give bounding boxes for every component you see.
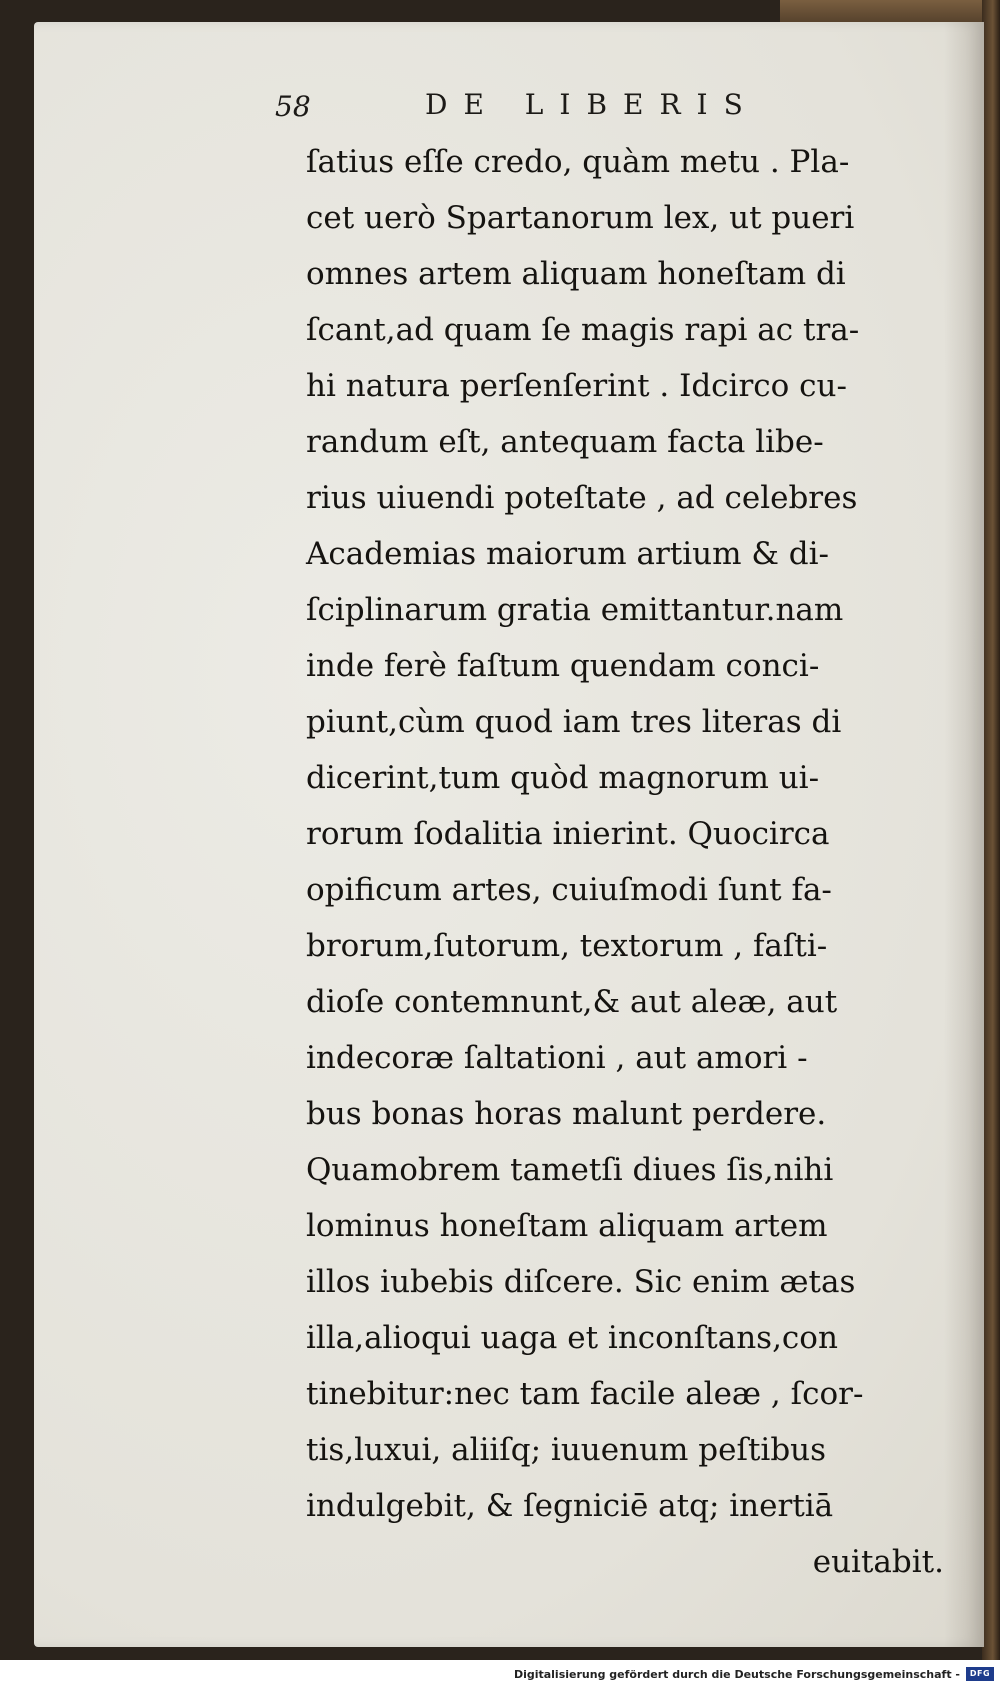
text-line: tinebitur:nec tam facile aleæ , ſcor- xyxy=(306,1376,864,1412)
text-line: hi natura perſenſerint . Idcirco cu- xyxy=(306,368,847,404)
footer-bar xyxy=(0,1660,1000,1690)
running-head xyxy=(275,82,815,130)
text-line: omnes artem aliquam honeſtam di xyxy=(306,256,846,292)
text-line: brorum,ſutorum, textorum , faſti- xyxy=(306,928,828,964)
text-line: randum eſt, antequam facta libe- xyxy=(306,424,824,460)
text-line: cet uerò Spartanorum lex, ut pueri xyxy=(306,200,855,236)
text-line: indulgebit, & ſegniciē atq; inertiā xyxy=(306,1488,834,1524)
text-line: ſciplinarum gratia emittantur.nam xyxy=(306,592,844,628)
text-line: illa,alioqui uaga et inconſtans,con xyxy=(306,1320,838,1356)
text-line: ſcant,ad quam ſe magis rapi ac tra- xyxy=(306,312,860,348)
text-line: inde ferè faſtum quendam conci- xyxy=(306,648,820,684)
dfg-logo: DFG xyxy=(966,1667,994,1681)
text-line: dicerint,tum quòd magnorum ui- xyxy=(306,760,820,796)
text-line: Academias maiorum artium & di- xyxy=(306,536,830,572)
text-line: rius uiuendi poteſtate , ad celebres xyxy=(306,480,858,516)
body-text xyxy=(306,134,956,1590)
catchword: euitabit. xyxy=(812,1544,944,1580)
text-line: ſatius eſſe credo, quàm metu . Pla- xyxy=(306,144,850,180)
text-line: bus bonas horas malunt perdere. xyxy=(306,1096,827,1132)
funding-notice: Digitalisierung gefördert durch die Deutsche Forschungsgemeinschaft - xyxy=(513,1668,960,1681)
text-line: Quamobrem tametſi diues ſis,nihi xyxy=(306,1152,834,1188)
text-line: lominus honeſtam aliquam artem xyxy=(306,1208,828,1244)
text-line: rorum ſodalitia inierint. Quocirca xyxy=(306,816,830,852)
text-line: dioſe contemnunt,& aut aleæ, aut xyxy=(306,984,838,1020)
book-spine-edge xyxy=(982,0,1000,1660)
running-head-title: DE LIBERIS xyxy=(425,88,759,121)
page-number: 58 xyxy=(275,90,311,123)
text-line: indecoræ ſaltationi , aut amori - xyxy=(306,1040,808,1076)
text-line: opificum artes, cuiuſmodi ſunt fa- xyxy=(306,872,832,908)
text-line: tis,luxui, aliiſq; iuuenum peſtibus xyxy=(306,1432,827,1468)
text-line: piunt,cùm quod iam tres literas di xyxy=(306,704,842,740)
text-line: illos iubebis diſcere. Sic enim ætas xyxy=(306,1264,856,1300)
